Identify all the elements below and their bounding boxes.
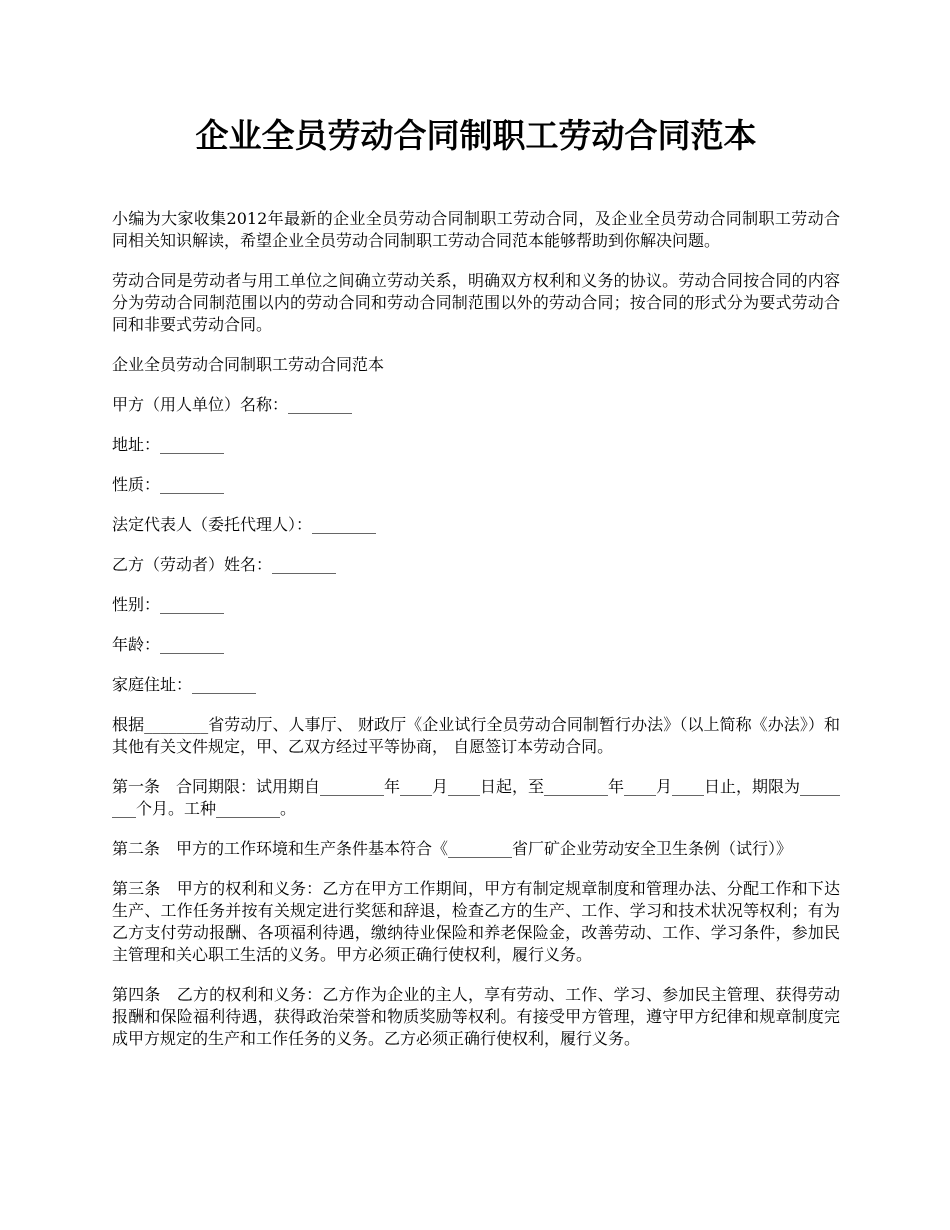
article-4: 第四条 乙方的权利和义务：乙方作为企业的主人，享有劳动、工作、学习、参加民主管理、获得劳动报酬和保险福利待遇，获得政治荣誉和物质奖励等权利。有接受甲方管理，遵守甲方纪律和规章制度完成甲方规定的生产和工作任务的义务。乙方必须正确行使权利，履行义务。	[112, 985, 840, 1048]
paragraph-definition: 劳动合同是劳动者与用工单位之间确立劳动关系，明确双方权利和义务的协议。劳动合同按合同的内容分为劳动合同制范围以内的劳动合同和劳动合同制范围以外的劳动合同；按合同的形式分为要式劳动合同和非要式劳动合同。	[112, 271, 840, 334]
field-age: 年龄：________	[112, 635, 225, 654]
field-address: 地址：________	[112, 435, 225, 454]
field-party-a-name: 甲方（用人单位）名称：________	[112, 395, 353, 414]
paragraph-basis: 根据________省劳动厅、人事厅、 财政厅《企业试行全员劳动合同制暂行办法》（以上简称《办法》）和其他有关文件规定，甲、乙双方经过平等协商， 自愿签订本劳动合同。	[112, 715, 840, 756]
field-party-b-name: 乙方（劳动者）姓名：________	[112, 555, 337, 574]
document-title: 企业全员劳动合同制职工劳动合同范本	[195, 116, 757, 155]
paragraph-intro: 小编为大家收集2012年最新的企业全员劳动合同制职工劳动合同，及企业全员劳动合同制职工劳动合同相关知识解读，希望企业全员劳动合同制职工劳动合同范本能够帮助到你解决问题。	[112, 209, 840, 250]
field-legal-representative: 法定代表人（委托代理人）：________	[112, 515, 377, 534]
article-1: 第一条 合同期限：试用期自________年____月____日起，至________年____月____日止，期限为________个月。工种________。	[112, 777, 841, 818]
document-page	[112, 104, 840, 1068]
paragraph-subtitle: 企业全员劳动合同制职工劳动合同范本	[112, 355, 385, 374]
field-gender: 性别：________	[112, 595, 225, 614]
article-3: 第三条 甲方的权利和义务：乙方在甲方工作期间，甲方有制定规章制度和管理办法、分配工作和下达生产、工作任务并按有关规定进行奖惩和辞退，检查乙方的生产、工作、学习和技术状况等权利；有为乙方支付劳动报酬、各项福利待遇，缴纳待业保险和养老保险金，改善劳动、工作、学习条件，参加民主管理和关心职工生活的义务。甲方必须正确行使权利，履行义务。	[112, 879, 840, 964]
field-home-address: 家庭住址：________	[112, 675, 257, 694]
article-2: 第二条 甲方的工作环境和生产条件基本符合《________省厂矿企业劳动安全卫生条例（试行）》	[112, 839, 793, 858]
field-nature: 性质：________	[112, 475, 225, 494]
